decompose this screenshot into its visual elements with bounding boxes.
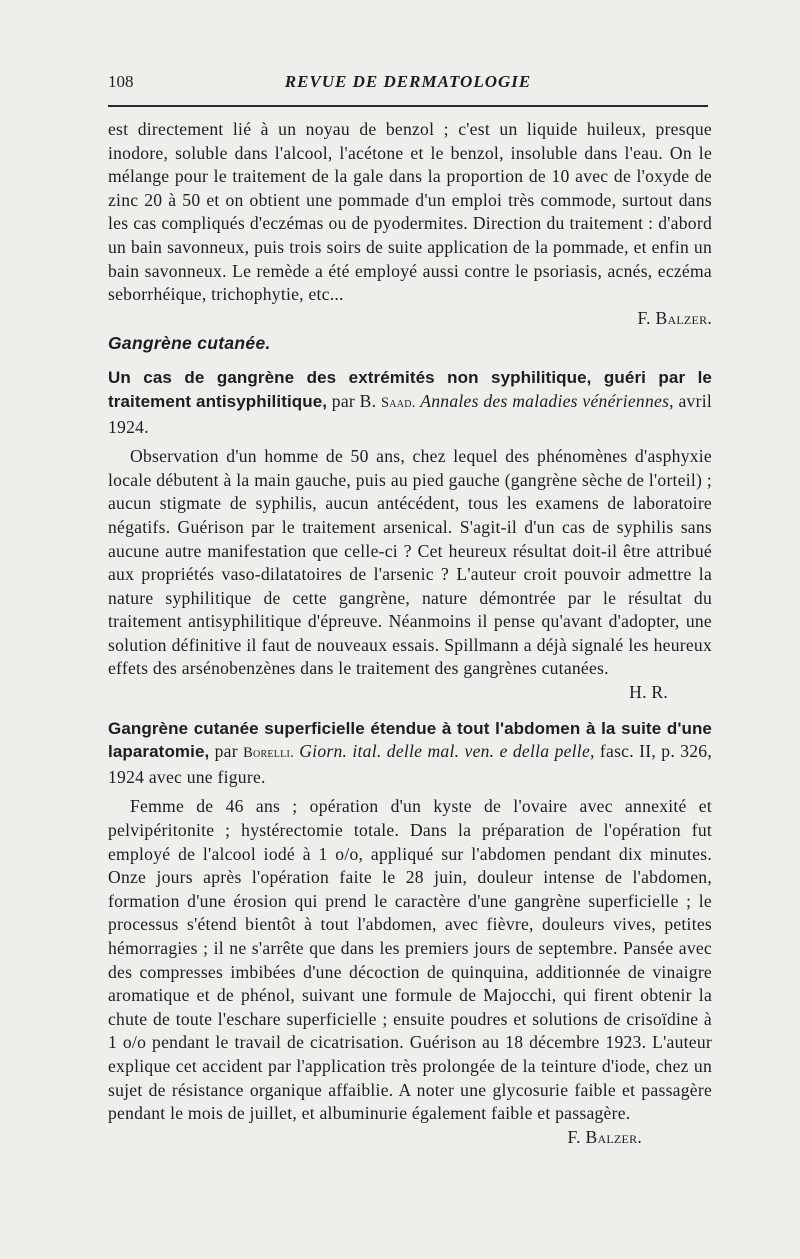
page-header [108,70,708,96]
article1-author: Saad. [380,394,416,411]
article2-paragraph: Femme de 46 ans ; opération d'un kyste de l'ovaire avec annexité et pelvipéritonite ; hystérectomie totale. Dans la préparation de l'opération fut employé de l'alcool iodé à 1 o/o, appliqué sur l'abdomen pendant dix minutes. Onze jours après l'opération faite le 28 juin, douleur intense de l'abdomen, formation d'une érosion qui prend le caractère d'une gangrène superficielle ; le processus s'étend bientôt à tout l'abdomen, avec fièvre, douleurs vives, petites hémorragies ; il ne s'arrête que dans les premiers jours de septembre. Pansée avec des compresses imbibées d'une décoction de quinquina, additionnée de vinaigre aromatique et de phénol, suivant une formule de Majocchi, qui firent obtenir la chute de toute l'eschare superficielle ; ensuite poudres et solutions de crisoïdine à 1 o/o pendant le travail de cicatrisation. Guérison au 18 décembre 1923. L'auteur explique cet accident par l'application très prolongée de la teinture d'iode, chez un sujet de résistance organique affaiblie. A noter une glycosurie faible et passagère pendant le mois de juillet, et albuminurie également faible et passagère. [108,796,712,1124]
article2-author: Borelli. [243,745,294,762]
article2-signature [108,1126,712,1150]
article1-signature-text: H. R. [629,682,668,703]
article1-signature [108,681,712,705]
header-rule [108,105,708,107]
section-heading: Gangrène cutanée. [108,333,271,354]
article1-date: avril 1924. [108,390,712,437]
article2-journal: Giorn. ital. delle mal. ven. e della pelle, [299,741,595,762]
running-title: REVUE DE DERMATOLOGIE [284,72,532,91]
article2-signature-text: F. Balzer. [567,1126,642,1147]
intro-paragraph: est directement lié à un noyau de benzol ; c'est un liquide huileux, presque inodore, soluble dans l'alcool, l'acétone et le benzol, insoluble dans l'eau. On le mélange pour le traitement de la gale dans la proportion de 10 avec de l'oxyde de zinc 20 à 50 et on obtient une pommade d'un emploi très commode, surtout dans les cas compliqués d'eczémas ou de pyodermites. Direction du traitement : d'abord un bain savonneux, puis trois soirs de suite application de la pommade, et enfin un bain savonneux. Le remède a été employé aussi contre le psoriasis, acnés, eczéma seborrhéique, trichophytie, etc... [108,119,712,305]
article1-paragraph: Observation d'un homme de 50 ans, chez lequel des phénomènes d'asphyxie locale débutent à la main gauche, puis au pied gauche (gangrène sèche de l'orteil) ; aucun stigmate de syphilis, aucun antécédent, tous les examens de laboratoire négatifs. Guérison par le traitement arsenical. S'agit-il d'un cas de syphilis sans aucune autre manifestation que celle-ci ? Cet heureux résultat doit-il être attribué aux propriétés vaso-dilatatoires de l'arsenic ? L'auteur croit pouvoir admettre la nature syphilitique de cette gangrène, nature démontrée par le résultat du traitement antisyphilitique d'épreuve. Néanmoins il pense qu'avant d'adopter, une solution définitive il faut de nouveaux essais. Spillmann a déjà signalé les heureux effets des arsénobenzènes dans le traitement des gangrènes cutanées. [108,446,712,679]
article2-details: fasc. II, p. 326, 1924 avec une figure. [108,741,713,787]
intro-signature [108,307,712,331]
article1-by: par B. [331,390,377,411]
article1-title: Un cas de gangrène des extrémités non syphilitique, guéri par le traitement antisyphilitique, [108,368,712,411]
article2-by: par [214,741,238,762]
article2-title: Gangrène cutanée superficielle étendue à tout l'abdomen à la suite d'une laparatomie, [108,718,712,762]
page-body [108,118,712,1149]
article1-header [108,366,712,439]
intro-signature-text: F. Balzer. [637,307,712,328]
article1-journal: Annales des maladies vénériennes, [420,390,674,411]
article2-header [108,717,712,790]
page-number: 108 [108,72,134,91]
